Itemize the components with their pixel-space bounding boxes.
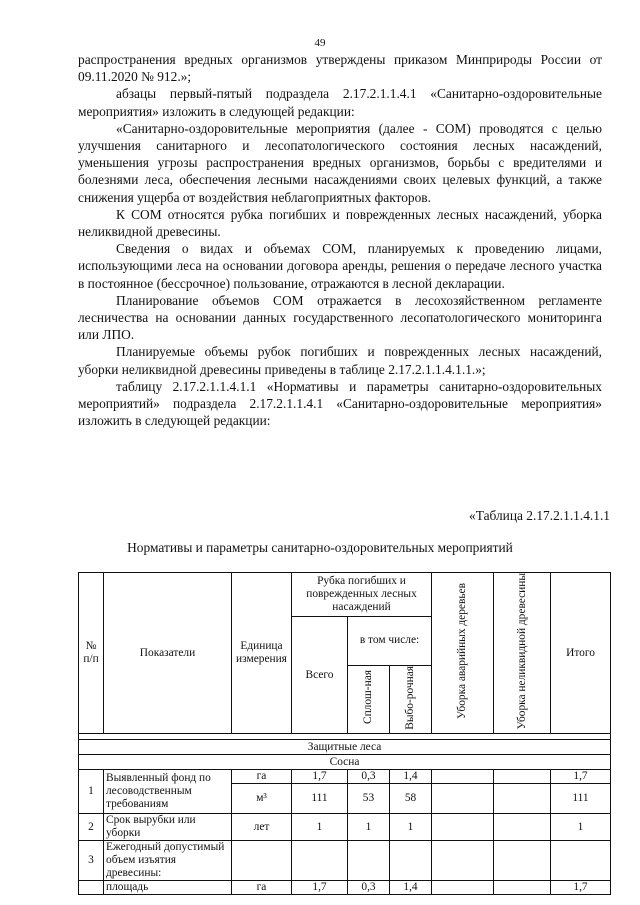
document-body xyxy=(78,51,602,429)
header-clear xyxy=(348,665,390,734)
cell-itogo: 1,7 xyxy=(551,881,611,895)
cell-label: Срок вырубки или уборки xyxy=(104,814,232,841)
cell-unit: лет xyxy=(232,814,292,841)
header-total: Всего xyxy=(292,617,348,734)
header-felling: Рубка погибших и поврежденных лесных насаждений xyxy=(292,573,432,617)
header-illiquid-label: Уборка неликвидной древесины xyxy=(515,573,528,730)
cell-itogo: 1 xyxy=(551,814,611,841)
cell-total: 1,7 xyxy=(292,770,348,784)
table-row xyxy=(79,841,611,881)
paragraph: таблицу 2.17.2.1.1.4.1.1 «Нормативы и параметры санитарно-оздоровительных мероприятий» подраздела 2.17.2.1.1.4.1 «Санитарно-оздоровительные мероприятия» изложить в следующей редакции: xyxy=(78,378,602,429)
cell-clear: 1 xyxy=(348,814,390,841)
cell-unit: м³ xyxy=(232,784,292,814)
cell-clear: 0,3 xyxy=(348,881,390,895)
cell-illiquid xyxy=(494,841,551,881)
cell-total xyxy=(292,841,348,881)
table-row xyxy=(79,881,611,895)
cell-emergency xyxy=(432,814,494,841)
cell-illiquid xyxy=(494,881,551,895)
cell-selective: 1,4 xyxy=(390,770,432,784)
cell-clear: 0,3 xyxy=(348,770,390,784)
paragraph: Планирование объемов СОМ отражается в лесохозяйственном регламенте лесничества на основании данных государственного лесопатологического мониторинга или ЛПО. xyxy=(78,292,602,343)
header-selective xyxy=(390,665,432,734)
table-title: Нормативы и параметры санитарно-оздоровительных мероприятий xyxy=(127,540,513,555)
cell-num xyxy=(79,881,104,895)
cell-selective: 58 xyxy=(390,784,432,814)
paragraph: распространения вредных организмов утверждены приказом Минприроды России от 09.11.2020 № 912.»; xyxy=(78,52,602,85)
cell-selective: 1 xyxy=(390,814,432,841)
cell-itogo: 1,7 xyxy=(551,770,611,784)
norms-table xyxy=(78,572,611,895)
cell-num: 1 xyxy=(79,770,104,814)
cell-illiquid xyxy=(494,770,551,784)
header-unit: Единица измерения xyxy=(232,573,292,734)
cell-emergency xyxy=(432,881,494,895)
cell-emergency xyxy=(432,784,494,814)
cell-num: 3 xyxy=(79,841,104,881)
cell-selective: 1,4 xyxy=(390,881,432,895)
cell-label: площадь xyxy=(104,881,232,895)
header-illiquid xyxy=(494,573,551,734)
cell-total: 111 xyxy=(292,784,348,814)
cell-emergency xyxy=(432,841,494,881)
table-row xyxy=(79,770,611,784)
header-incl: в том числе: xyxy=(348,617,432,666)
paragraph: Планируемые объемы рубок погибших и поврежденных лесных насаждений, уборки неликвидной древесины приведены в таблице 2.17.2.1.1.4.1.1.»; xyxy=(78,344,602,377)
paragraph: «Санитарно-оздоровительные мероприятия (далее - СОМ) проводятся с целью улучшения санитарного и лесопатологического состояния лесных насаждений, уменьшения угрозы распространения вредных организмов, борьбы с вредителями и болезнями леса, обеспечения лесными насаждениями своих целевых функций, а также снижения ущерба от воздействия неблагоприятных факторов. xyxy=(78,120,602,205)
cell-unit: га xyxy=(232,881,292,895)
table-reference: «Таблица 2.17.2.1.1.4.1.1 xyxy=(469,508,610,523)
cell-itogo xyxy=(551,841,611,881)
header-emergency-label: Уборка аварийных деревьев xyxy=(456,583,469,720)
header-emergency xyxy=(432,573,494,734)
header-selective-label: Выбо-рочная xyxy=(404,665,416,730)
cell-unit xyxy=(232,841,292,881)
header-itogo: Итого xyxy=(551,573,611,734)
cell-itogo: 111 xyxy=(551,784,611,814)
cell-total: 1 xyxy=(292,814,348,841)
subsection-row: Сосна xyxy=(79,755,611,770)
cell-label: Выявленный фонд по лесоводственным требованиям xyxy=(104,770,232,814)
paragraph: К СОМ относятся рубка погибших и поврежденных лесных насаждений, уборка неликвидной древесины. xyxy=(78,206,602,240)
cell-label: Ежегодный допустимый объем изъятия древесины: xyxy=(104,841,232,881)
paragraph: абзацы первый-пятый подраздела 2.17.2.1.1.4.1 «Санитарно-оздоровительные мероприятия» изложить в следующей редакции: xyxy=(78,86,602,119)
cell-total: 1,7 xyxy=(292,881,348,895)
page-number: 49 xyxy=(314,37,326,49)
cell-illiquid xyxy=(494,784,551,814)
header-clear-label: Сплош-ная xyxy=(362,670,374,725)
cell-clear: 53 xyxy=(348,784,390,814)
cell-num: 2 xyxy=(79,814,104,841)
paragraph: Сведения о видах и объемах СОМ, планируемых к проведению лицами, использующими леса на основании договора аренды, решения о передаче лесного участка в постоянное (бессрочное) пользование, отражаются в лесной декларации. xyxy=(78,241,602,291)
cell-emergency xyxy=(432,770,494,784)
header-indicators: Показатели xyxy=(104,573,232,734)
section-row: Защитные леса xyxy=(79,740,611,755)
cell-unit: га xyxy=(232,770,292,784)
cell-illiquid xyxy=(494,814,551,841)
header-num: № п/п xyxy=(79,573,104,734)
table-row xyxy=(79,814,611,841)
cell-clear xyxy=(348,841,390,881)
cell-selective xyxy=(390,841,432,881)
